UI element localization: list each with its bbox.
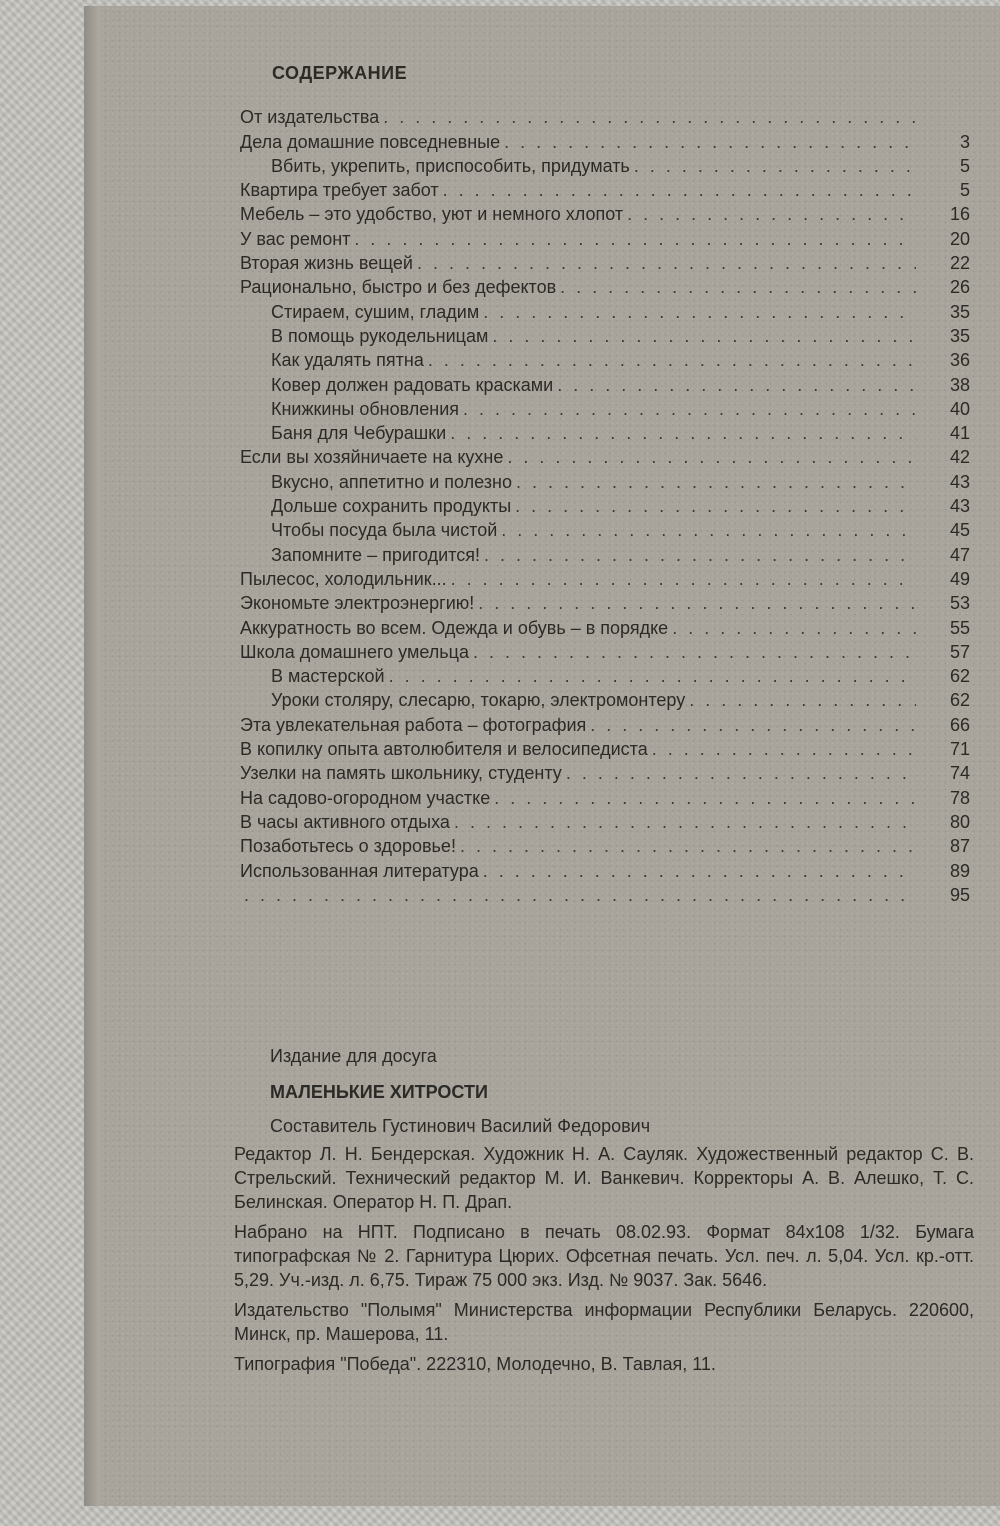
toc-entry <box>240 298 970 322</box>
toc-entry-title: Узелки на память школьнику, студенту <box>240 763 562 784</box>
toc-entry-page: 40 <box>949 398 970 419</box>
toc-leader-dots <box>504 131 916 153</box>
toc-entry <box>240 371 970 395</box>
toc-entry-page: 36 <box>949 350 970 371</box>
toc-leader-dots <box>450 422 916 444</box>
toc-leader-dots <box>354 228 916 250</box>
toc-leader-dots <box>689 689 916 711</box>
contents-heading: СОДЕРЖАНИЕ <box>272 63 408 83</box>
book-page <box>100 6 1000 1506</box>
toc-entry-page: 3 <box>959 131 970 152</box>
imprint-block <box>234 1044 974 1376</box>
toc-leader-dots <box>483 301 916 323</box>
toc-entry-title: На садово-огородном участке <box>240 787 491 808</box>
toc-entry <box>240 420 970 444</box>
toc-entry-page: 5 <box>959 155 970 176</box>
toc-leader-dots <box>417 252 916 274</box>
toc-entry-page: 43 <box>949 496 970 517</box>
toc-entry-title: Уроки столяру, слесарю, токарю, электромонтеру <box>271 690 686 711</box>
toc-entry-title: Мебель – это удобство, уют и немного хлопот <box>240 204 624 225</box>
toc-entry <box>240 177 970 201</box>
toc-leader-dots <box>627 203 916 225</box>
toc-leader-dots <box>652 738 916 760</box>
toc-leader-dots <box>501 519 916 541</box>
toc-entry-title: Запомните – пригодится! <box>271 544 481 565</box>
toc-entry <box>240 444 970 468</box>
toc-entry-title: Баня для Чебурашки <box>271 423 447 444</box>
toc-entry-title: Пылесос, холодильник... <box>240 568 447 589</box>
toc-entry <box>240 201 970 225</box>
toc-entry-title: Книжкины обновления <box>271 398 460 419</box>
toc-entry <box>240 153 970 177</box>
toc-entry <box>240 104 970 128</box>
toc-entry-page: 43 <box>949 471 970 492</box>
toc-leader-dots <box>244 884 916 906</box>
toc-entry-page: 41 <box>949 423 970 444</box>
toc-entry <box>240 687 970 711</box>
staff-paragraph: Редактор Л. Н. Бендерская. Художник Н. А. Сауляк. Художественный редактор С. В. Стрельский. Технический редактор М. И. Ванкевич. Корректоры А. В. Алешко, Т. С. Белинская. Оператор Н. П. Драп. <box>234 1144 974 1212</box>
toc-entry-title: Ковер должен радовать красками <box>271 374 554 395</box>
toc-entry-title: Позаботьтесь о здоровье! <box>240 836 456 857</box>
toc-entry-title: Рационально, быстро и без дефектов <box>240 277 557 298</box>
printer-paragraph: Типография "Победа". 222310, Молодечно, В. Тавлая, 11. <box>234 1354 716 1374</box>
toc-entry-title: У вас ремонт <box>240 228 351 249</box>
toc-leader-dots <box>473 641 916 663</box>
toc-entry-title: В часы активного отдыха <box>240 811 450 832</box>
toc-entry <box>240 225 970 249</box>
toc-entry-page: 26 <box>949 277 970 298</box>
toc-entry-page: 5 <box>959 180 970 201</box>
toc-entry-title: Квартира требует забот <box>240 180 439 201</box>
toc-leader-dots <box>389 665 916 687</box>
toc-entry-page: 20 <box>949 228 970 249</box>
toc-leader-dots <box>428 349 916 371</box>
print-details-paragraph: Набрано на НПТ. Подписано в печать 08.02.93. Формат 84x108 1/32. Бумага типографская № 2. Гарнитура Цюрих. Офсетная печать. Усл. печ. л. 5,04. Усл. кр.-отт. 5,29. Уч.-изд. л. 6,75. Тираж 75 000 экз. Изд. № 9037. Зак. 5646. <box>234 1222 974 1290</box>
toc-entry-page: 71 <box>949 739 970 760</box>
toc-entry-page: 95 <box>949 884 970 905</box>
book-title: МАЛЕНЬКИЕ ХИТРОСТИ <box>270 1082 488 1102</box>
toc-entry-title: Аккуратность во всем. Одежда и обувь – в порядке <box>240 617 669 638</box>
publisher-paragraph: Издательство "Полымя" Министерства информации Республики Беларусь. 220600, Минск, пр. Машерова, 11. <box>234 1300 974 1344</box>
toc-entry-title: Школа домашнего умельца <box>240 641 469 662</box>
toc-entry-title: Экономьте электроэнергию! <box>240 593 475 614</box>
toc-entry <box>240 590 970 614</box>
toc-entry <box>240 760 970 784</box>
toc-entry-page: 45 <box>949 520 970 541</box>
toc-entry-page: 62 <box>949 666 970 687</box>
toc-entry <box>240 857 970 881</box>
toc-entry <box>240 809 970 833</box>
toc-entry-title: Вторая жизнь вещей <box>240 253 413 274</box>
toc-entry <box>240 639 970 663</box>
toc-entry-page: 57 <box>949 641 970 662</box>
toc-entry <box>240 614 970 638</box>
toc-entry <box>240 784 970 808</box>
toc-entry-page: 78 <box>949 787 970 808</box>
toc-entry-title: От издательства <box>240 107 380 128</box>
toc-entry-title: Дольше сохранить продукты <box>271 496 512 517</box>
toc-leader-dots <box>460 835 916 857</box>
toc-entry-page: 38 <box>949 374 970 395</box>
toc-entry-page: 89 <box>949 860 970 881</box>
toc-entry-page: 49 <box>949 568 970 589</box>
toc-entry <box>240 396 970 420</box>
toc-entry-page: 87 <box>949 836 970 857</box>
toc-entry-title: В мастерской <box>271 666 385 687</box>
toc-entry-title: Эта увлекательная работа – фотография <box>240 714 587 735</box>
toc-entry-title: В помощь рукодельницам <box>271 325 489 346</box>
toc-leader-dots <box>634 155 916 177</box>
toc-entry-page: 66 <box>949 714 970 735</box>
toc-entry <box>240 566 970 590</box>
toc-entry <box>240 736 970 760</box>
toc-entry <box>240 323 970 347</box>
toc-leader-dots <box>672 617 916 639</box>
toc-entry-title: Чтобы посуда была чистой <box>271 520 498 541</box>
compiler-line: Составитель Густинович Василий Федорович <box>270 1116 651 1136</box>
toc-leader-dots <box>516 471 916 493</box>
toc-entry-page: 16 <box>949 204 970 225</box>
toc-entry <box>240 882 970 906</box>
toc-leader-dots <box>463 398 916 420</box>
toc-leader-dots <box>494 787 916 809</box>
toc-entry <box>240 517 970 541</box>
toc-leader-dots <box>451 568 916 590</box>
toc-entry <box>240 541 970 565</box>
toc-entry-title: Использованная литература <box>240 860 479 881</box>
toc-leader-dots <box>557 374 916 396</box>
toc-entry <box>240 468 970 492</box>
toc-leader-dots <box>484 544 916 566</box>
toc-entry-page: 42 <box>949 447 970 468</box>
toc-entry-title: Как удалять пятна <box>271 350 424 371</box>
toc-entry-title: Вбить, укрепить, приспособить, придумать <box>271 155 630 176</box>
toc-entry-page: 47 <box>949 544 970 565</box>
toc-entry-page: 35 <box>949 325 970 346</box>
toc-entry <box>240 711 970 735</box>
toc-leader-dots <box>560 276 916 298</box>
toc-leader-dots <box>454 811 916 833</box>
toc-entry <box>240 833 970 857</box>
toc-entry-title: В копилку опыта автолюбителя и велосипедиста <box>240 739 648 760</box>
toc-leader-dots <box>443 179 916 201</box>
toc-leader-dots <box>492 325 916 347</box>
contents-list <box>240 104 970 906</box>
toc-entry-title: Если вы хозяйничаете на кухне <box>240 447 504 468</box>
toc-leader-dots <box>590 714 916 736</box>
toc-entry <box>240 250 970 274</box>
toc-leader-dots <box>507 446 916 468</box>
toc-entry <box>240 347 970 371</box>
toc-leader-dots <box>566 762 916 784</box>
edition-type: Издание для досуга <box>270 1046 437 1066</box>
toc-entry-title: Дела домашние повседневные <box>240 131 501 152</box>
toc-entry <box>240 493 970 517</box>
toc-entry-page: 35 <box>949 301 970 322</box>
toc-entry-title: Вкусно, аппетитно и полезно <box>271 471 512 492</box>
toc-entry-page: 80 <box>949 811 970 832</box>
toc-entry-page: 55 <box>949 617 970 638</box>
toc-entry-title: Стираем, сушим, гладим <box>271 301 480 322</box>
toc-entry <box>240 274 970 298</box>
toc-entry-page: 74 <box>949 763 970 784</box>
toc-leader-dots <box>478 592 916 614</box>
toc-leader-dots <box>483 860 916 882</box>
toc-leader-dots <box>383 106 916 128</box>
toc-leader-dots <box>515 495 916 517</box>
toc-entry <box>240 128 970 152</box>
toc-entry-page: 62 <box>949 690 970 711</box>
toc-entry-page: 53 <box>949 593 970 614</box>
toc-entry-page: 22 <box>949 253 970 274</box>
toc-entry <box>240 663 970 687</box>
